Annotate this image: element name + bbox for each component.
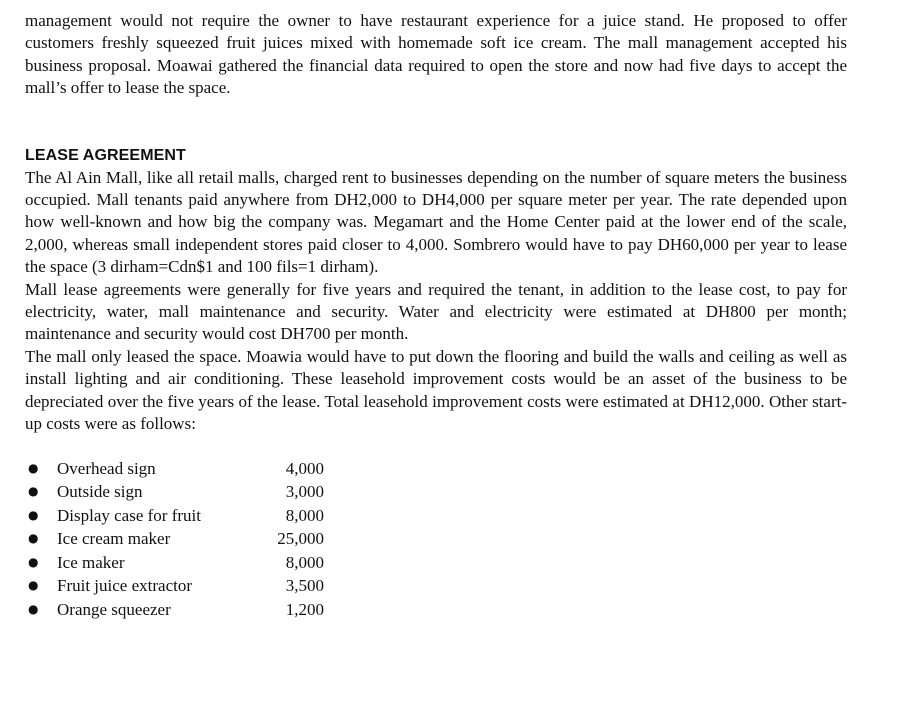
bullet-icon: ● — [28, 531, 39, 545]
leasehold-improvements-paragraph: The mall only leased the space. Moawia would have to put down the flooring and build the walls and ceiling as well as install lighting and air conditioning. These leasehold improvement costs would be an asset of the business to be depreciated over the five years of the lease. Total leasehold improvement costs were estimated at DH12,000. Other start-up costs were as follows: — [25, 346, 847, 434]
list-item — [25, 457, 847, 481]
cost-item-amount: 25,000 — [277, 529, 324, 548]
cost-item-label: Fruit juice extractor — [57, 576, 193, 595]
cost-item-amount: 3,500 — [285, 576, 324, 595]
cost-item-amount: 3,000 — [285, 482, 324, 501]
bullet-icon: ● — [28, 484, 39, 498]
cost-item-amount: 4,000 — [285, 458, 324, 478]
list-item — [25, 598, 847, 622]
document-page — [25, 10, 847, 621]
bullet-icon: ● — [28, 554, 39, 569]
section-heading-lease-agreement: LEASE AGREEMENT — [25, 146, 186, 164]
list-item — [25, 551, 847, 575]
cost-item-label: Overhead sign — [57, 458, 156, 478]
list-item — [25, 527, 847, 551]
bullet-icon: ● — [28, 601, 39, 616]
intro-paragraph: management would not require the owner to have restaurant experience for a juice stand. He proposed to offer customers freshly squeezed fruit juices mixed with homemade soft ice cream. The mall management accepted his business proposal. Moawai gathered the financial data required to open the store and now had five days to accept the mall’s offer to lease the space. — [25, 11, 847, 98]
cost-item-label: Orange squeezer — [57, 599, 171, 619]
cost-item-label: Outside sign — [57, 482, 143, 501]
bullet-icon: ● — [28, 460, 39, 475]
list-item — [25, 574, 847, 598]
bullet-icon: ● — [28, 507, 39, 522]
cost-item-label: Ice cream maker — [57, 529, 171, 548]
cost-item-amount: 1,200 — [285, 599, 324, 619]
startup-costs-list — [25, 457, 847, 622]
rent-paragraph: The Al Ain Mall, like all retail malls, charged rent to businesses depending on the number of square meters the business occupied. Mall tenants paid anywhere from DH2,000 to DH4,000 per square meter per year. The rate depended upon how well-known and how big the company was. Megamart and the Home Center paid at the lower end of the scale, 2,000, whereas small independent stores paid closer to 4,000. Sombrero would have to pay DH60,000 per year to lease the space (3 dirham=Cdn$1 and 100 fils=1 dirham). — [25, 167, 847, 277]
cost-item-label: Display case for fruit — [57, 505, 201, 525]
cost-item-label: Ice maker — [57, 552, 125, 572]
lease-terms-paragraph: Mall lease agreements were generally for five years and required the tenant, in addition to the lease cost, to pay for electricity, water, mall maintenance and security. Water and electricity were estimated at DH800 per month; maintenance and security would cost DH700 per month. — [25, 279, 847, 344]
list-item — [25, 504, 847, 528]
cost-item-amount: 8,000 — [285, 505, 324, 525]
cost-item-amount: 8,000 — [285, 552, 324, 572]
bullet-icon: ● — [28, 578, 39, 592]
list-item — [25, 480, 847, 504]
